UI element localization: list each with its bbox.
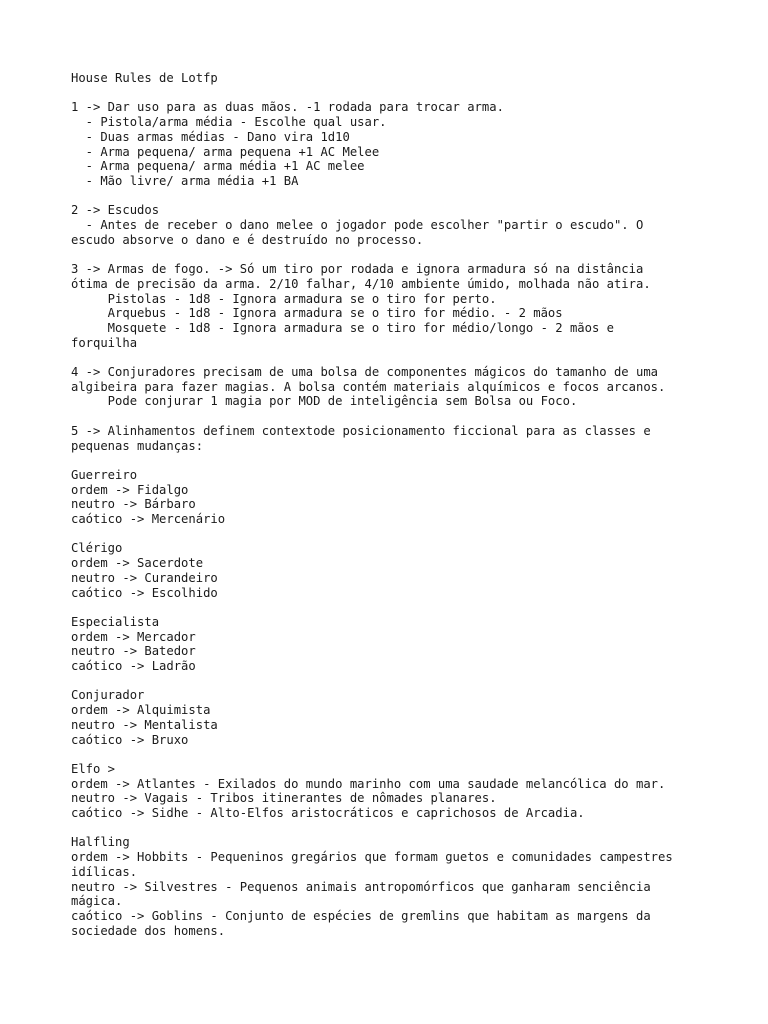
text-line: neutro -> Silvestres - Pequenos animais antropomórficos que ganharam senciência [71, 879, 651, 894]
blank-line [71, 674, 751, 689]
blank-line [71, 247, 751, 262]
text-line: caótico -> Goblins - Conjunto de espécies de gremlins que habitam as margens da [71, 908, 651, 923]
text-line: idílicas. [71, 864, 138, 879]
text-line: ordem -> Mercador [71, 629, 196, 644]
text-line: Pode conjurar 1 magia por MOD de inteligência sem Bolsa ou Foco. [71, 394, 578, 409]
text-line: ótima de precisão da arma. 2/10 falhar, 4/10 ambiente úmido, molhada não atira. [71, 276, 651, 291]
text-line: Conjurador [71, 688, 145, 703]
blank-line [71, 453, 751, 468]
text-line: ordem -> Hobbits - Pequeninos gregários que formam guetos e comunidades campestres [71, 850, 673, 865]
text-line: caótico -> Sidhe - Alto-Elfos aristocráticos e caprichosos de Arcadia. [71, 806, 585, 820]
text-line: Especialista [71, 614, 160, 629]
text-line: ordem -> Sacerdote [71, 556, 204, 571]
text-line: Elfo > [71, 761, 116, 776]
text-line: forquilha [71, 335, 138, 350]
text-line: caótico -> Ladrão [71, 659, 196, 673]
text-line: algibeira para fazer magias. A bolsa contém materiais alquímicos e focos arcanos. [71, 379, 666, 394]
text-line: - Antes de receber o dano melee o jogador pode escolher "partir o escudo". O [71, 218, 644, 232]
text-line: ordem -> Atlantes - Exilados do mundo marinho com uma saudade melancólica do mar. [71, 776, 666, 791]
text-line: pequenas mudanças: [71, 438, 204, 453]
text-line: neutro -> Vagais - Tribos itinerantes de nômades planares. [71, 791, 497, 806]
text-line: Mosquete - 1d8 - Ignora armadura se o tiro for médio/longo - 2 mãos e [71, 320, 614, 335]
text-line: - Pistola/arma média - Escolhe qual usar. [71, 115, 387, 130]
text-line: escudo absorve o dano e é destruído no processo. [71, 232, 424, 247]
text-line: caótico -> Mercenário [71, 512, 226, 526]
text-line: neutro -> Curandeiro [71, 570, 218, 585]
blank-line [71, 86, 751, 101]
text-line: - Mão livre/ arma média +1 BA [71, 173, 299, 188]
text-line: ordem -> Alquimista [71, 703, 211, 718]
text-line: neutro -> Mentalista [71, 717, 218, 732]
text-line: sociedade dos homens. [71, 923, 226, 938]
text-line: - Arma pequena/ arma média +1 AC melee [71, 159, 365, 174]
text-line: 3 -> Armas de fogo. -> Só um tiro por rodada e ignora armadura só na distância [71, 262, 644, 277]
text-line: Guerreiro [71, 467, 138, 482]
document-page [71, 71, 751, 938]
text-line: mágica. [71, 894, 123, 909]
text-line: neutro -> Batedor [71, 644, 196, 659]
text-line: Arquebus - 1d8 - Ignora armadura se o tiro for médio. - 2 mãos [71, 306, 563, 321]
text-line: Pistolas - 1d8 - Ignora armadura se o tiro for perto. [71, 291, 497, 306]
text-line: ordem -> Fidalgo [71, 482, 189, 497]
text-line: Halfling [71, 835, 130, 850]
blank-line [71, 600, 751, 615]
text-line: 1 -> Dar uso para as duas mãos. -1 rodada para trocar arma. [71, 100, 504, 115]
document-body [71, 86, 751, 939]
text-line: neutro -> Bárbaro [71, 497, 196, 512]
text-line: caótico -> Bruxo [71, 732, 189, 747]
blank-line [71, 821, 751, 836]
text-line: 2 -> Escudos [71, 203, 160, 218]
blank-line [71, 189, 751, 204]
text-line: caótico -> Escolhido [71, 585, 218, 600]
text-line: - Arma pequena/ arma pequena +1 AC Melee [71, 144, 380, 159]
document-title: House Rules de Lotfp [71, 71, 218, 85]
text-line: 4 -> Conjuradores precisam de uma bolsa de componentes mágicos do tamanho de uma [71, 365, 658, 379]
blank-line [71, 350, 751, 365]
blank-line [71, 409, 751, 424]
blank-line [71, 527, 751, 542]
blank-line [71, 747, 751, 762]
text-line: 5 -> Alinhamentos definem contextode posicionamento ficcional para as classes e [71, 423, 651, 438]
text-line: Clérigo [71, 541, 123, 556]
text-line: - Duas armas médias - Dano vira 1d10 [71, 129, 350, 144]
